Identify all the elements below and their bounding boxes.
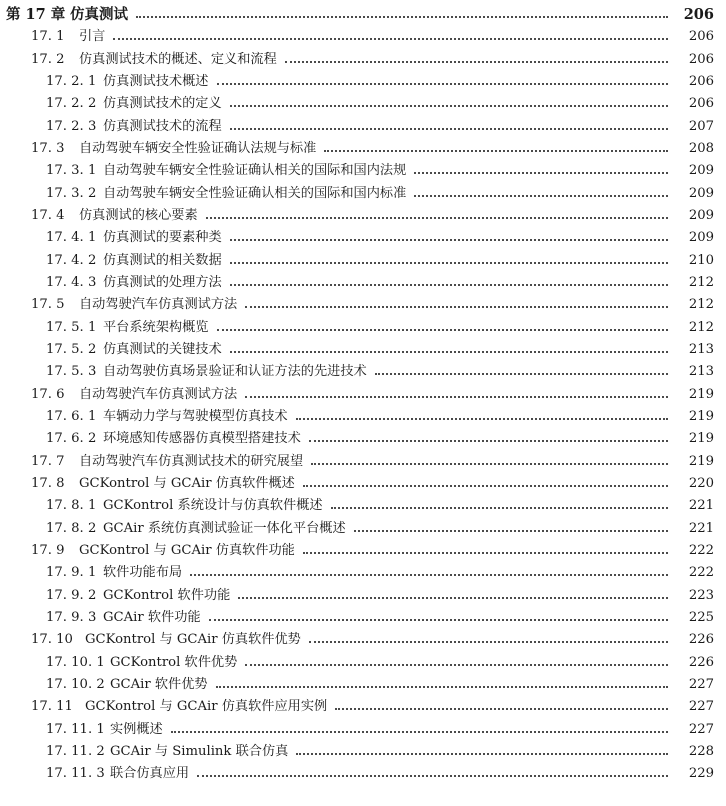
entry-page: 221 [688, 520, 714, 536]
entry-page: 210 [688, 252, 714, 268]
entry-page: 209 [688, 230, 714, 246]
dot-leader [206, 205, 668, 227]
entry-number: 17. 9. 1 [46, 565, 97, 581]
entry-title: 仿真测试技术的定义 [103, 96, 222, 112]
toc-subsection-entry [0, 763, 726, 785]
entry-page: 227 [688, 721, 714, 737]
entry-title: 联合仿真应用 [110, 766, 190, 782]
entry-number: 17. 7 [31, 453, 65, 469]
entry-title: GCAir 与 Simulink 联合仿真 [110, 743, 289, 759]
dot-leader [209, 607, 668, 629]
dot-leader [230, 339, 668, 361]
entry-number: 17. 11. 2 [46, 743, 105, 759]
entry-page: 206 [688, 96, 714, 112]
entry-number: 17. 3. 2 [46, 185, 97, 201]
toc-subsection-entry [0, 93, 726, 115]
toc-subsection-entry [0, 71, 726, 93]
entry-number: 17. 3. 1 [46, 163, 97, 179]
toc-subsection-entry [0, 227, 726, 249]
table-of-contents [0, 4, 726, 785]
toc-subsection-entry [0, 518, 726, 540]
dot-leader [296, 406, 668, 428]
entry-title: 自动驾驶仿真场景验证和认证方法的先进技术 [103, 364, 367, 380]
entry-number: 17. 2. 2 [46, 96, 97, 112]
entry-number: 17. 5. 1 [46, 319, 97, 335]
dot-leader [230, 250, 668, 272]
entry-number: 17. 4. 2 [46, 252, 97, 268]
entry-number: 17. 11. 1 [46, 721, 105, 737]
toc-section-entry [0, 629, 726, 651]
dot-leader [171, 719, 668, 741]
dot-leader [303, 540, 668, 562]
entry-number: 17. 9 [31, 542, 65, 558]
entry-number: 17. 8 [31, 475, 65, 491]
entry-number: 17. 8. 2 [46, 520, 97, 536]
entry-number: 17. 10 [31, 632, 73, 648]
entry-page: 219 [688, 453, 714, 469]
toc-subsection-entry [0, 562, 726, 584]
entry-number: 17. 4 [31, 207, 65, 223]
dot-leader [216, 674, 668, 696]
entry-page: 209 [688, 163, 714, 179]
entry-number: 17. 10. 1 [46, 654, 105, 670]
entry-page: 226 [688, 654, 714, 670]
entry-number: 17. 2. 3 [46, 118, 97, 134]
dot-leader [296, 741, 668, 763]
entry-number: 17. 9. 2 [46, 587, 97, 603]
entry-title: GCAir 软件功能 [103, 609, 201, 625]
entry-title: 环境感知传感器仿真模型搭建技术 [103, 431, 301, 447]
chapter-heading [0, 4, 726, 26]
entry-page: 220 [688, 475, 714, 491]
dot-leader [335, 696, 668, 718]
entry-page: 206 [688, 73, 714, 89]
entry-page: 227 [688, 699, 714, 715]
toc-section-entry [0, 540, 726, 562]
entry-page: 225 [688, 609, 714, 625]
toc-subsection-entry [0, 160, 726, 182]
entry-title: 仿真测试的相关数据 [103, 252, 222, 268]
entry-title: 仿真测试的要素种类 [103, 230, 222, 246]
entry-number: 17. 5. 3 [46, 364, 97, 380]
entry-number: 17. 1 [31, 29, 65, 45]
entry-title: 软件功能布局 [103, 565, 183, 581]
dot-leader [190, 562, 668, 584]
toc-subsection-entry [0, 183, 726, 205]
toc-subsection-entry [0, 495, 726, 517]
entry-title: GCKontrol 软件功能 [103, 587, 231, 603]
entry-number: 17. 11 [31, 699, 73, 715]
entry-page: 219 [688, 386, 714, 402]
entry-number: 17. 2 [31, 51, 65, 67]
entry-number: 17. 2. 1 [46, 73, 97, 89]
entry-number: 17. 3 [31, 140, 65, 156]
toc-section-entry [0, 205, 726, 227]
toc-subsection-entry [0, 585, 726, 607]
dot-leader [217, 71, 669, 93]
entry-number: 17. 5 [31, 297, 65, 313]
toc-subsection-entry [0, 116, 726, 138]
toc-subsection-entry [0, 741, 726, 763]
dot-leader [303, 473, 668, 495]
entry-page: 206 [688, 51, 714, 67]
dot-leader [354, 518, 668, 540]
dot-leader [414, 160, 668, 182]
toc-subsection-entry [0, 339, 726, 361]
toc-subsection-entry [0, 361, 726, 383]
toc-subsection-entry [0, 652, 726, 674]
toc-section-entry [0, 473, 726, 495]
dot-leader [230, 227, 668, 249]
toc-subsection-entry [0, 250, 726, 272]
entry-page: 212 [688, 274, 714, 290]
entry-title: GCKontrol 系统设计与仿真软件概述 [103, 498, 323, 514]
toc-subsection-entry [0, 719, 726, 741]
dot-leader [230, 272, 668, 294]
entry-page: 221 [688, 498, 714, 514]
entry-page: 213 [688, 341, 714, 357]
entry-title: 仿真测试的核心要素 [79, 207, 198, 223]
toc-subsection-entry [0, 272, 726, 294]
entry-title: 自动驾驶车辆安全性验证确认相关的国际和国内标准 [103, 185, 407, 201]
entry-number: 17. 6. 1 [46, 408, 97, 424]
dot-leader [230, 93, 668, 115]
entry-number: 17. 11. 3 [46, 766, 105, 782]
entry-title: GCKontrol 与 GCAir 仿真软件应用实例 [85, 699, 328, 715]
toc-subsection-entry [0, 406, 726, 428]
dot-leader [217, 317, 669, 339]
entry-number: 17. 6 [31, 386, 65, 402]
entry-page: 219 [688, 431, 714, 447]
entry-page: 219 [688, 408, 714, 424]
entry-number: 17. 9. 3 [46, 609, 97, 625]
entry-number: 17. 5. 2 [46, 341, 97, 357]
entry-page: 209 [688, 185, 714, 201]
entry-title: 自动驾驶车辆安全性验证确认法规与标准 [79, 140, 317, 156]
entry-page: 222 [688, 542, 714, 558]
entry-page: 227 [688, 676, 714, 692]
entry-title: GCKontrol 软件优势 [110, 654, 238, 670]
entry-page: 213 [688, 364, 714, 380]
entry-title: 仿真测试的处理方法 [103, 274, 222, 290]
chapter-page: 206 [683, 6, 714, 23]
entry-page: 212 [688, 319, 714, 335]
toc-subsection-entry [0, 674, 726, 696]
entry-number: 17. 10. 2 [46, 676, 105, 692]
chapter-title: 仿真测试 [70, 6, 128, 23]
dot-leader [245, 294, 668, 316]
entry-page: 207 [688, 118, 714, 134]
chapter-number: 第 17 章 [6, 6, 66, 23]
entry-title: 平台系统架构概览 [103, 319, 209, 335]
dot-leader [331, 495, 668, 517]
toc-subsection-entry [0, 607, 726, 629]
entry-title: GCAir 系统仿真测试验证一体化平台概述 [103, 520, 346, 536]
entry-title: 自动驾驶汽车仿真测试方法 [79, 386, 238, 402]
dot-leader [238, 585, 668, 607]
dot-leader [245, 384, 668, 406]
entry-page: 223 [688, 587, 714, 603]
dot-leader [136, 4, 668, 26]
entry-page: 228 [688, 743, 714, 759]
toc-section-entry [0, 451, 726, 473]
entry-title: GCAir 软件优势 [110, 676, 208, 692]
entry-number: 17. 4. 3 [46, 274, 97, 290]
dot-leader [197, 763, 668, 785]
entry-title: 自动驾驶车辆安全性验证确认相关的国际和国内法规 [103, 163, 407, 179]
dot-leader [245, 652, 668, 674]
toc-section-entry [0, 49, 726, 71]
dot-leader [230, 116, 668, 138]
entry-page: 208 [688, 140, 714, 156]
dot-leader [414, 183, 668, 205]
entry-title: GCKontrol 与 GCAir 仿真软件功能 [79, 542, 295, 558]
toc-section-entry [0, 294, 726, 316]
dot-leader [309, 428, 668, 450]
entry-page: 206 [688, 29, 714, 45]
entry-title: GCKontrol 与 GCAir 仿真软件优势 [85, 632, 301, 648]
dot-leader [311, 451, 668, 473]
entry-title: 仿真测试技术概述 [103, 73, 209, 89]
toc-subsection-entry [0, 317, 726, 339]
dot-leader [309, 629, 668, 651]
toc-section-entry [0, 138, 726, 160]
dot-leader [285, 49, 668, 71]
entry-title: 仿真测试的关键技术 [103, 341, 222, 357]
entry-page: 212 [688, 297, 714, 313]
entry-title: 仿真测试技术的流程 [103, 118, 222, 134]
entry-title: 实例概述 [110, 721, 163, 737]
entry-number: 17. 8. 1 [46, 498, 97, 514]
toc-section-entry [0, 696, 726, 718]
entry-title: 引言 [79, 29, 106, 45]
entry-title: 自动驾驶汽车仿真测试技术的研究展望 [79, 453, 304, 469]
toc-subsection-entry [0, 428, 726, 450]
entry-page: 209 [688, 207, 714, 223]
toc-section-entry [0, 26, 726, 48]
toc-section-entry [0, 384, 726, 406]
entry-page: 229 [688, 766, 714, 782]
entry-number: 17. 6. 2 [46, 431, 97, 447]
dot-leader [113, 26, 668, 48]
entry-page: 226 [688, 632, 714, 648]
entry-number: 17. 4. 1 [46, 230, 97, 246]
entry-title: 车辆动力学与驾驶模型仿真技术 [103, 408, 288, 424]
entry-title: 仿真测试技术的概述、定义和流程 [79, 51, 277, 67]
entry-page: 222 [688, 565, 714, 581]
entry-title: 自动驾驶汽车仿真测试方法 [79, 297, 238, 313]
dot-leader [324, 138, 668, 160]
entry-title: GCKontrol 与 GCAir 仿真软件概述 [79, 475, 295, 491]
dot-leader [375, 361, 668, 383]
